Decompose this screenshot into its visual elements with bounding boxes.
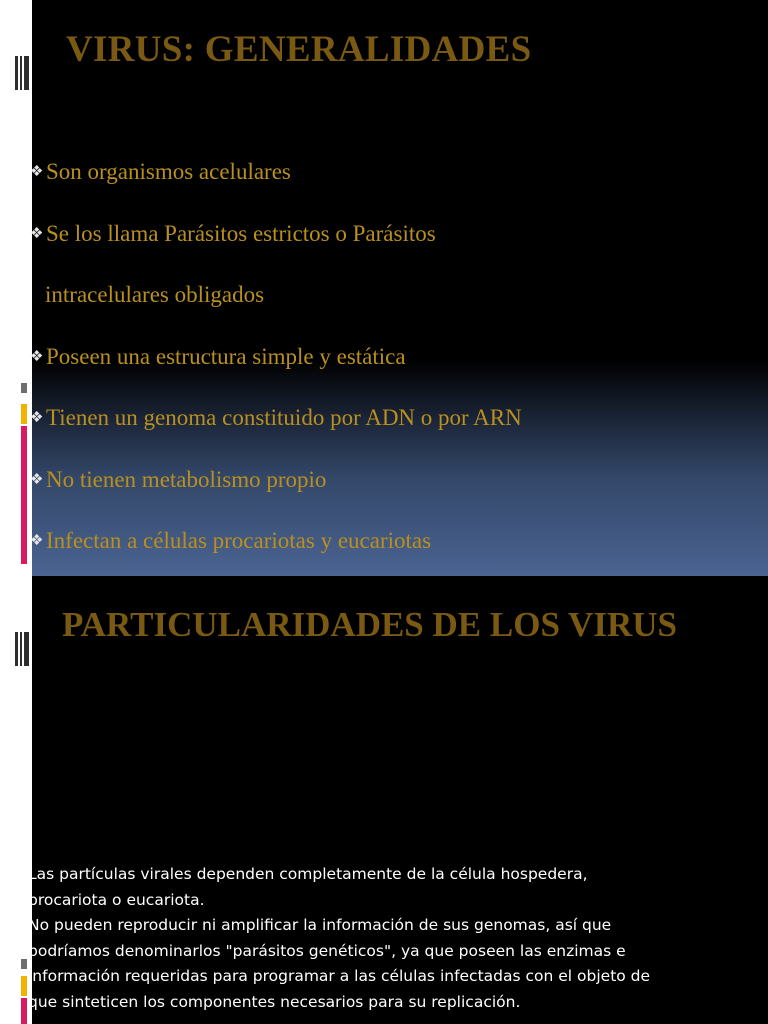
accent-bar-yellow — [21, 404, 27, 424]
accent-bar-pink — [21, 426, 27, 564]
bars-icon — [15, 632, 31, 666]
slide-title: VIRUS: GENERALIDADES — [66, 29, 532, 70]
diamond-bullet-icon: ❖ — [30, 164, 44, 180]
accent-bar-gray — [21, 383, 27, 393]
bullet-text: Se los llama Parásitos estrictos o Parásitos — [46, 220, 436, 246]
accent-bar-pink — [21, 998, 27, 1024]
slide-title: PARTICULARIDADES DE LOS VIRUS — [62, 605, 677, 644]
bullet-text: No tienen metabolismo propio — [46, 466, 327, 492]
bullet-text: Infectan a células procariotas y eucariotas — [46, 528, 432, 553]
bullet-item — [30, 337, 522, 399]
slide-2 — [0, 576, 768, 1024]
bullet-item — [30, 214, 522, 276]
bullet-continuation — [30, 275, 522, 337]
paragraph-line: información requeridas para programar a las células infectadas con el objeto de — [28, 967, 651, 985]
paragraph-line: Las partículas virales dependen completamente de la célula hospedera, — [28, 865, 588, 883]
paragraph-line: que sinteticen los componentes necesarios para su replicación. — [28, 992, 521, 1011]
paragraph-line: podríamos denominarlos "parásitos genéticos", ya que poseen las enzimas e — [28, 941, 626, 960]
accent-bar-gray — [21, 959, 27, 969]
bullet-item — [30, 152, 522, 214]
bars-icon — [15, 56, 31, 90]
bullet-text: intracelulares obligados — [45, 282, 265, 307]
paragraph-line: No pueden reproducir ni amplificar la información de sus genomas, así que — [28, 916, 612, 934]
diamond-bullet-icon: ❖ — [30, 533, 44, 549]
diamond-bullet-icon: ❖ — [30, 225, 44, 242]
bullet-text: Son organismos acelulares — [46, 159, 291, 184]
bullet-text: Tienen un genoma constituido por ADN o por ARN — [46, 405, 522, 430]
accent-bar-yellow — [21, 976, 27, 996]
body-paragraph — [28, 862, 758, 1015]
bullet-text: Poseen una estructura simple y estática — [46, 343, 406, 369]
bullet-list — [30, 152, 522, 576]
paragraph-line: procariota o eucariota. — [28, 890, 205, 909]
diamond-bullet-icon: ❖ — [30, 348, 44, 365]
bullet-item — [30, 521, 522, 576]
bullet-item — [30, 398, 522, 460]
diamond-bullet-icon: ❖ — [30, 471, 44, 488]
diamond-bullet-icon: ❖ — [30, 410, 44, 426]
bullet-item — [30, 460, 522, 522]
